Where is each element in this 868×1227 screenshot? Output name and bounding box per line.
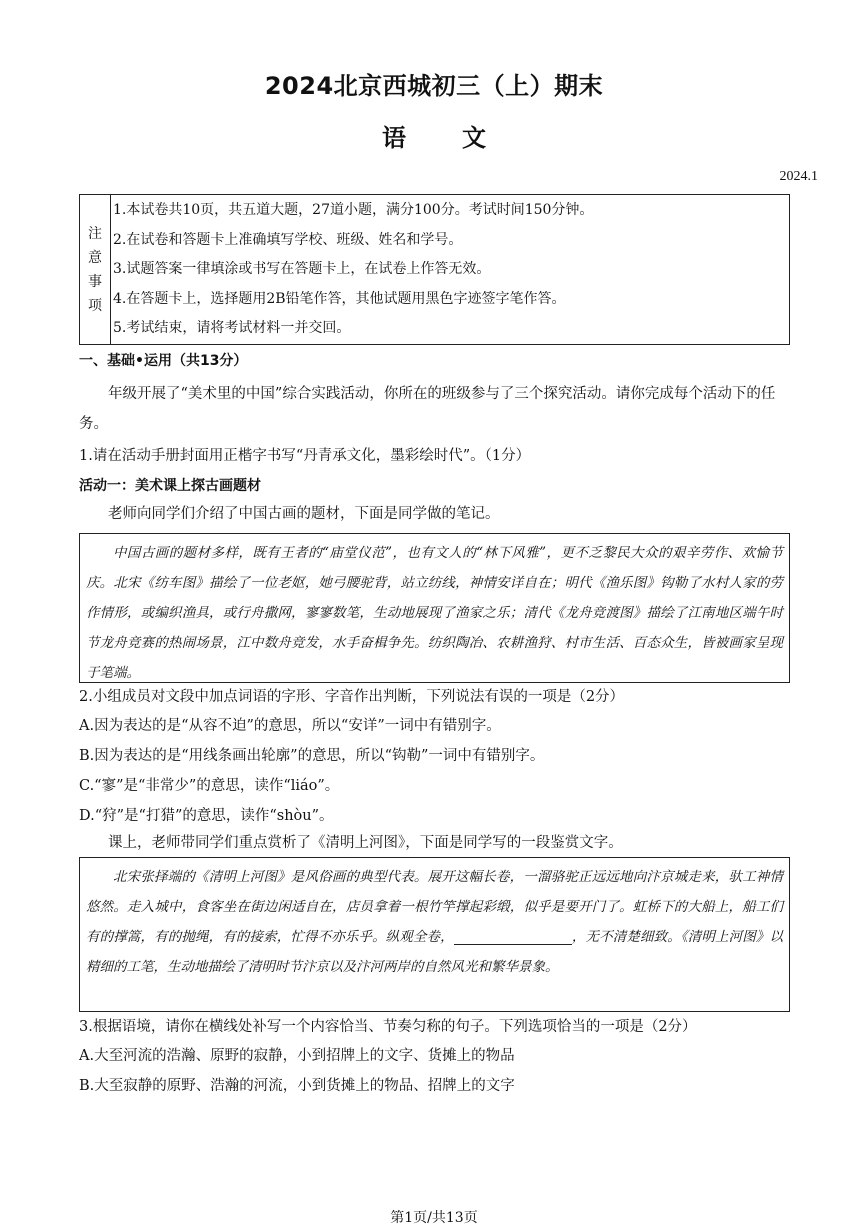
notice-item: 1.本试卷共10页，共五道大题，27道小题，满分100分。考试时间150分钟。 [113, 202, 594, 218]
appreciation-text-after: ，无不清楚细致。《清明上河图》以精细的工笔，生动地描绘了清明时节汴京以及汴河两岸的自然风光和繁华景象。 [86, 929, 784, 975]
question-2-option-d: D.“狩”是“打猎”的意思，读作“shòu”。 [79, 808, 334, 824]
question-3-option-b: B.大至寂静的原野、浩瀚的河流，小到货摊上的物品、招牌上的文字 [79, 1078, 515, 1094]
notice-item: 3.试题答案一律填涂或书写在答题卡上，在试卷上作答无效。 [113, 261, 491, 277]
section-heading: 一、基础•运用（共13分） [79, 353, 248, 369]
question-1: 1.请在活动手册封面用正楷字书写“丹青承文化，墨彩绘时代”。（1分） [79, 448, 531, 464]
section-intro: 年级开展了“美术里的中国”综合实践活动，你所在的班级参与了三个探究活动。请你完成每个活动下的任务。 [79, 386, 776, 432]
class-appreciation-intro: 课上，老师带同学们重点赏析了《清明上河图》，下面是同学写的一段鉴赏文字。 [108, 835, 623, 851]
activity-1-intro: 老师向同学们介绍了中国古画的题材，下面是同学做的笔记。 [108, 506, 500, 522]
notice-item: 4.在答题卡上，选择题用2B铅笔作答，其他试题用黑色字迹签字笔作答。 [113, 290, 566, 307]
notice-head-char: 注 [88, 225, 102, 242]
exam-title: 2024北京西城初三（上）期末 [264, 72, 604, 100]
notice-head-char: 意 [88, 249, 102, 266]
fill-in-blank [454, 930, 572, 945]
notice-table [79, 194, 790, 345]
notice-head-char: 项 [88, 297, 102, 314]
question-2-option-c: C.“寥”是“非常少”的意思，读作“liáo”。 [79, 778, 340, 794]
notice-items [111, 195, 789, 344]
question-3: 3.根据语境，请你在横线处补写一个内容恰当、节奏匀称的句子。下列选项恰当的一项是（2分） [79, 1019, 697, 1035]
subject-title: 语文 [382, 124, 542, 152]
exam-date: 2024.1 [779, 169, 818, 184]
question-2-option-a: A.因为表达的是“从容不迫”的意思，所以“安详”一词中有错别字。 [79, 718, 501, 734]
activity-1-heading: 活动一：美术课上探古画题材 [79, 478, 261, 494]
question-2: 2.小组成员对文段中加点词语的字形、字音作出判断，下列说法有误的一项是（2分） [79, 689, 625, 705]
notes-box-ancient-paintings: 中国古画的题材多样，既有王者的“庙堂仪范”，也有文人的“林下风雅”，更不乏黎民大众的艰辛劳作、欢愉节庆。北宋《纺车图》描绘了一位老妪，她弓腰驼背，站立纺线，神情安详自在；明代《渔乐图》钩勒了水村人家的劳作情形，或编织渔具，或行舟撒网，寥寥数笔，生动地展现了渔家之乐；清代《龙舟竞渡图》描绘了江南地区端午时节龙舟竞赛的热闹场景，江中数舟竞发，水手奋楫争先。纺织陶冶、农耕渔狩、村市生活、百态众生，皆被画家呈现于笔端。 [79, 533, 790, 683]
appreciation-text-before: 北宋张择端的《清明上河图》是风俗画的典型代表。展开这幅长卷，一溜骆驼正远远地向汴京城走来，驮工神情悠然。走入城中，食客坐在街边闲适自在，店员拿着一根竹竿撑起彩缎，似乎是要开门了。虹桥下的大船上，船工们有的撑篙，有的抛绳，有的接索，忙得不亦乐乎。纵观全卷， [86, 869, 783, 945]
notice-head-char: 事 [88, 273, 102, 290]
appreciation-box-qingming [79, 857, 790, 1012]
notice-heading [80, 195, 111, 344]
page-footer: 第1页/共13页 [390, 1210, 478, 1226]
question-3-option-a: A.大至河流的浩瀚、原野的寂静，小到招牌上的文字、货摊上的物品 [79, 1048, 515, 1064]
notice-item: 5.考试结束，请将考试材料一并交回。 [113, 320, 351, 336]
question-2-option-b: B.因为表达的是“用线条画出轮廓”的意思，所以“钩勒”一词中有错别字。 [79, 748, 545, 764]
notice-item: 2.在试卷和答题卡上准确填写学校、班级、姓名和学号。 [113, 231, 463, 248]
